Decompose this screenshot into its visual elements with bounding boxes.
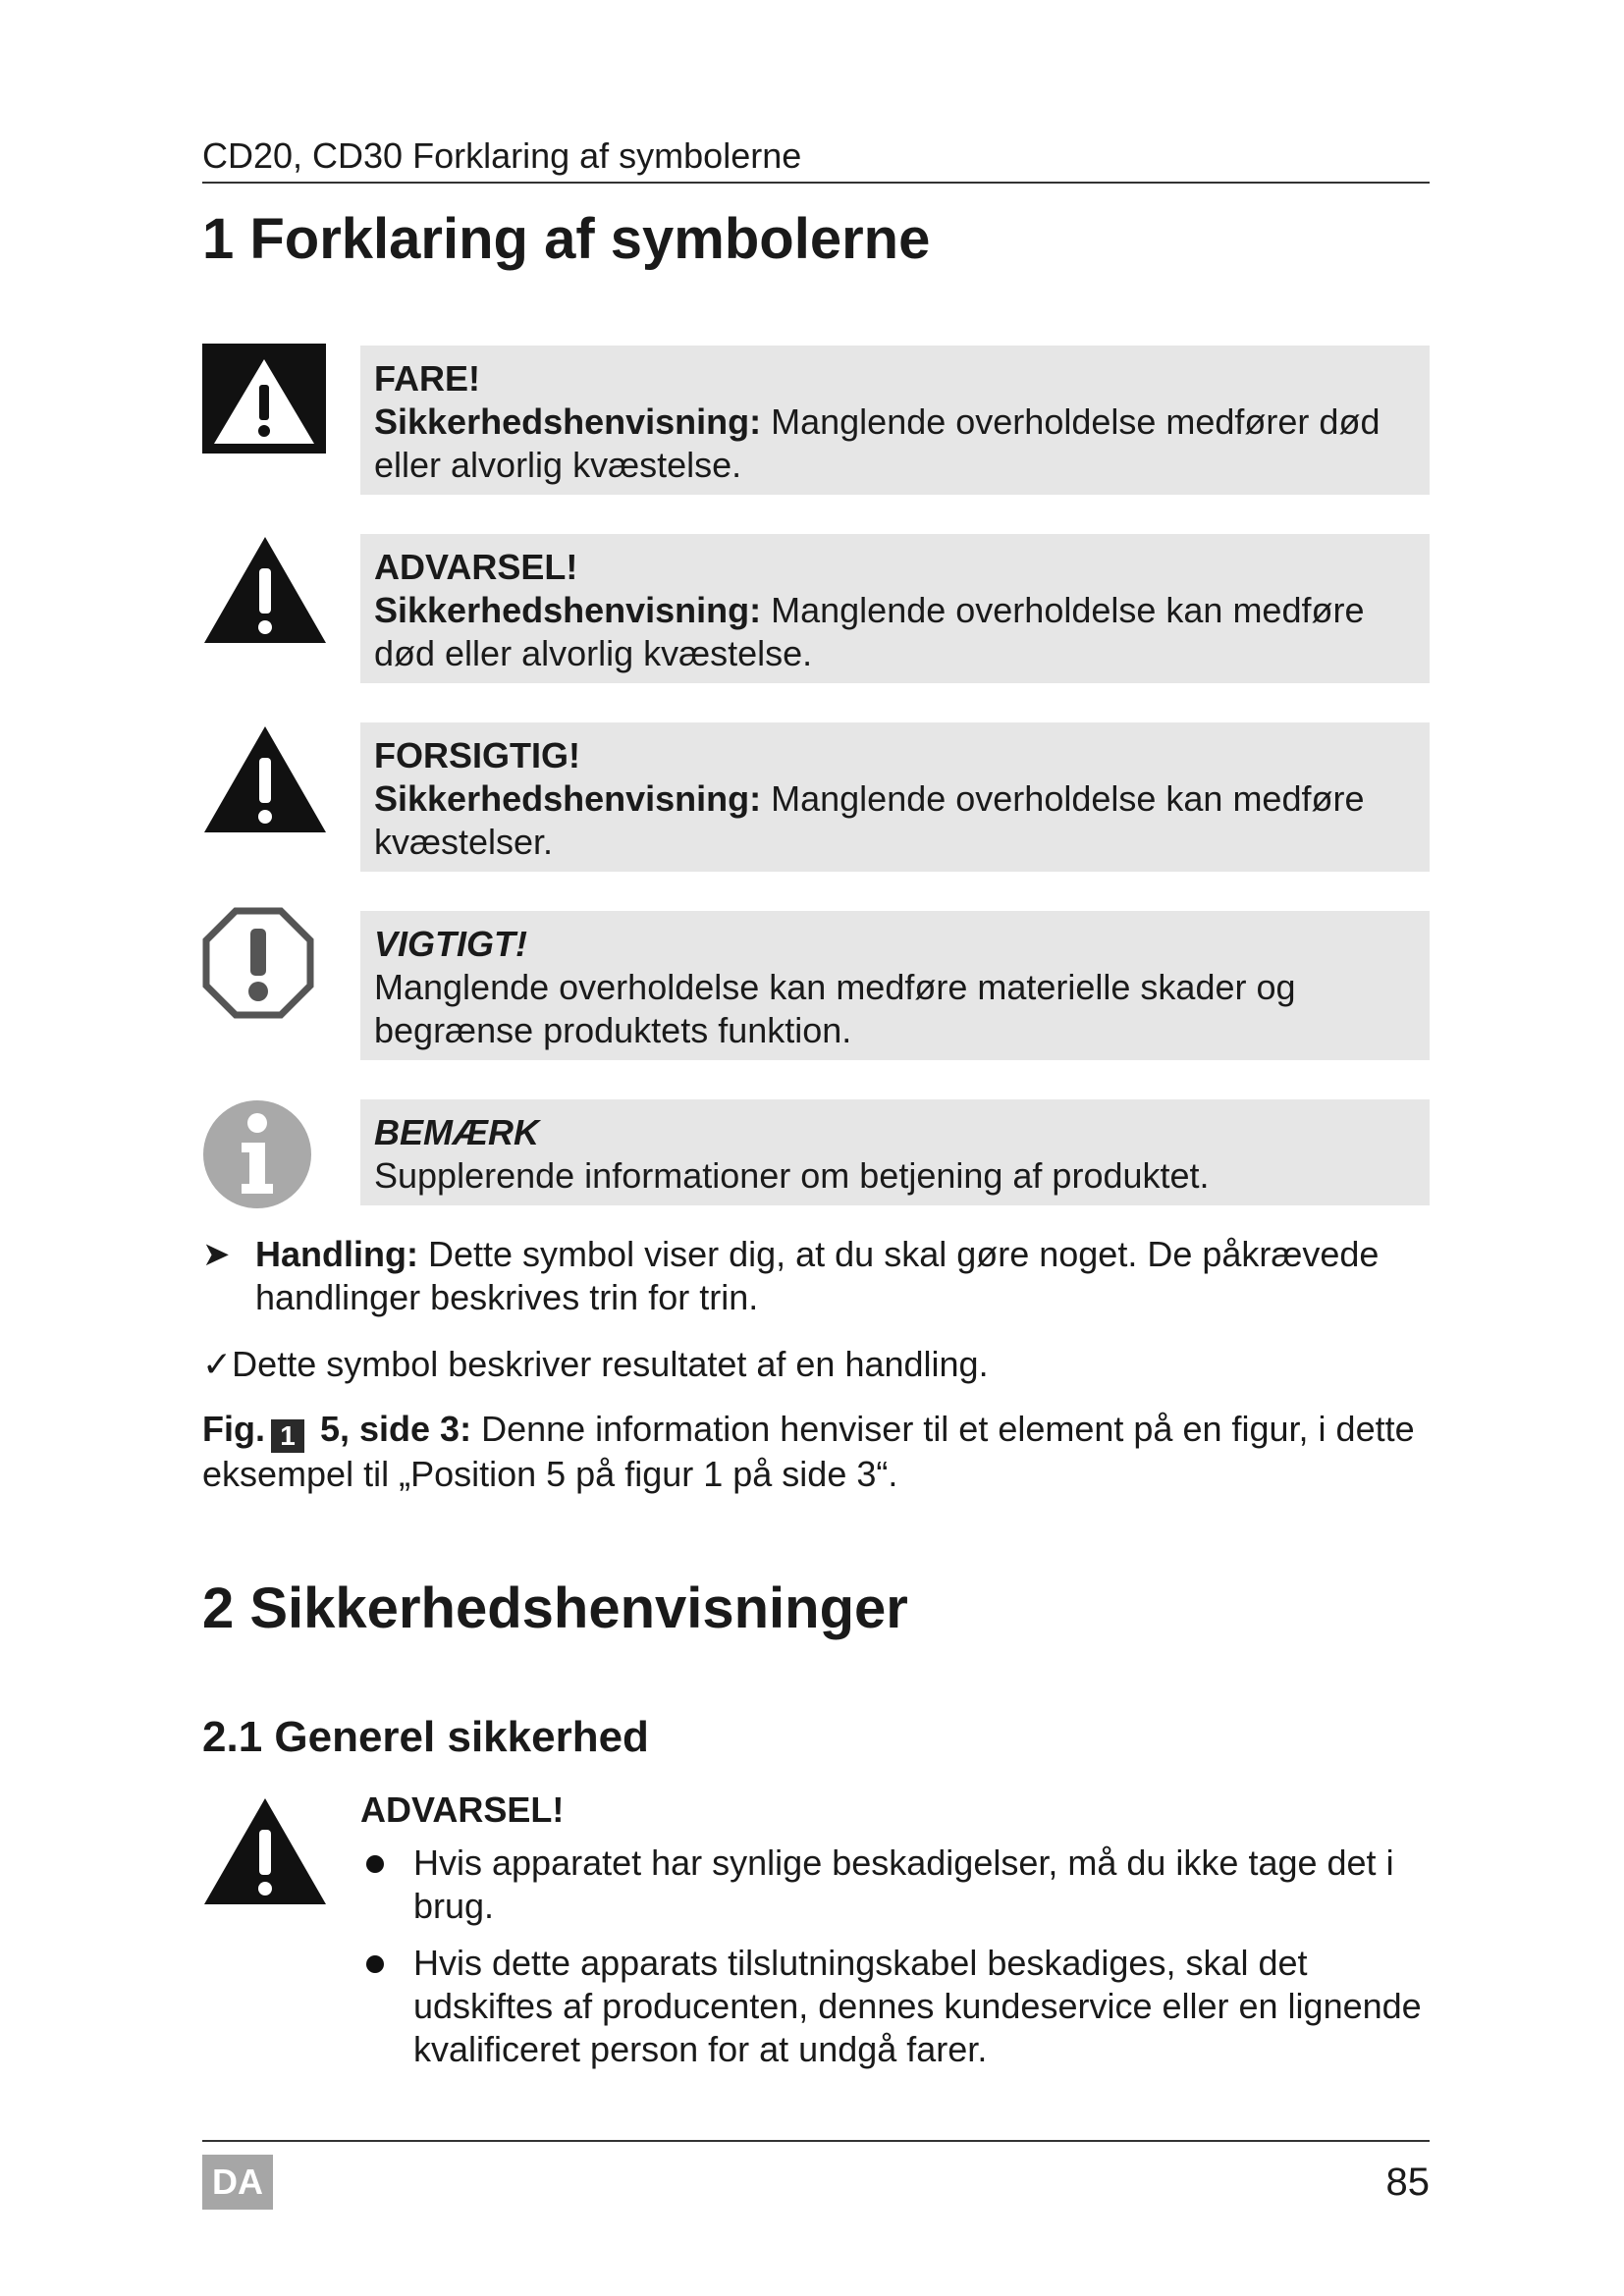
caution-triangle-icon xyxy=(202,724,328,834)
running-header: CD20, CD30 Forklaring af symbolerne xyxy=(202,135,802,176)
result-paragraph xyxy=(202,1343,1430,1386)
danger-box xyxy=(360,346,1430,495)
header-rule xyxy=(202,182,1430,184)
page-number: 85 xyxy=(1385,2161,1430,2204)
box-text: Manglende overholdelse kan medføre død eller alvorlig kvæstelse. xyxy=(374,590,1365,673)
list-item xyxy=(360,1942,1431,2071)
result-text: Dette symbol beskriver resultatet af en handling. xyxy=(232,1344,989,1384)
handling-text: Dette symbol viser dig, at du skal gøre noget. De påkrævede handlinger beskrives trin for trin. xyxy=(255,1234,1380,1317)
fig-text: Denne information henviser til et element på en figur, i dette eksempel til „Position 5 på figur 1 på side 3“. xyxy=(202,1409,1415,1494)
fig-lead: Fig. xyxy=(202,1409,265,1449)
bullet-icon xyxy=(366,1955,384,1973)
box-title: FARE! xyxy=(374,358,480,399)
arrow-icon: ➤ xyxy=(202,1236,231,1273)
section-2-1-title: 2.1 Generel sikkerhed xyxy=(202,1713,649,1761)
box-title: FORSIGTIG! xyxy=(374,735,580,775)
section-1-title: 1 Forklaring af symbolerne xyxy=(202,207,931,271)
language-badge: DA xyxy=(202,2155,273,2210)
figure-number-badge: 1 xyxy=(271,1419,304,1453)
box-title: VIGTIGT! xyxy=(374,924,527,964)
list-item-text: Hvis apparatet har synlige beskadigelser, må du ikke tage det i brug. xyxy=(413,1842,1394,1926)
warning-box xyxy=(360,534,1430,683)
important-octagon-icon xyxy=(202,907,314,1019)
handling-lead: Handling: xyxy=(255,1234,418,1274)
box-title: BEMÆRK xyxy=(374,1112,539,1152)
box-lead: Sikkerhedshenvisning: xyxy=(374,590,762,630)
caution-box xyxy=(360,722,1430,872)
important-box xyxy=(360,911,1430,1060)
warning-triangle-icon xyxy=(202,1796,328,1906)
box-text: Manglende overholdelse kan medføre materielle skader og begrænse produktets funktion. xyxy=(374,967,1296,1050)
box-text: Manglende overholdelse medfører død eller alvorlig kvæstelse. xyxy=(374,401,1380,485)
warning-title: ADVARSEL! xyxy=(360,1789,565,1830)
section-2-title: 2 Sikkerhedshenvisninger xyxy=(202,1576,908,1640)
box-text: Supplerende informationer om betjening af produktet. xyxy=(374,1155,1210,1196)
figure-ref-paragraph xyxy=(202,1408,1430,1496)
box-text: Manglende overholdelse kan medføre kvæstelser. xyxy=(374,778,1365,862)
note-box xyxy=(360,1099,1430,1205)
handling-paragraph xyxy=(202,1233,1430,1319)
danger-warning-icon xyxy=(202,344,326,454)
warning-triangle-icon xyxy=(202,535,328,645)
box-lead: Sikkerhedshenvisning: xyxy=(374,778,762,819)
box-lead: Sikkerhedshenvisning: xyxy=(374,401,762,442)
list-item-text: Hvis dette apparats tilslutningskabel beskadiges, skal det udskiftes af producenten, dennes kundeservice eller en lignende kvalificeret person for at undgå farer. xyxy=(413,1943,1422,2069)
list-item xyxy=(360,1842,1431,1928)
bullet-icon xyxy=(366,1855,384,1873)
footer-rule xyxy=(202,2140,1430,2142)
fig-lead-2: 5, side 3: xyxy=(309,1409,472,1449)
box-title: ADVARSEL! xyxy=(374,547,578,587)
check-icon: ✓ xyxy=(202,1344,233,1384)
warning-bullet-list xyxy=(360,1842,1431,2085)
info-circle-icon xyxy=(202,1099,312,1209)
